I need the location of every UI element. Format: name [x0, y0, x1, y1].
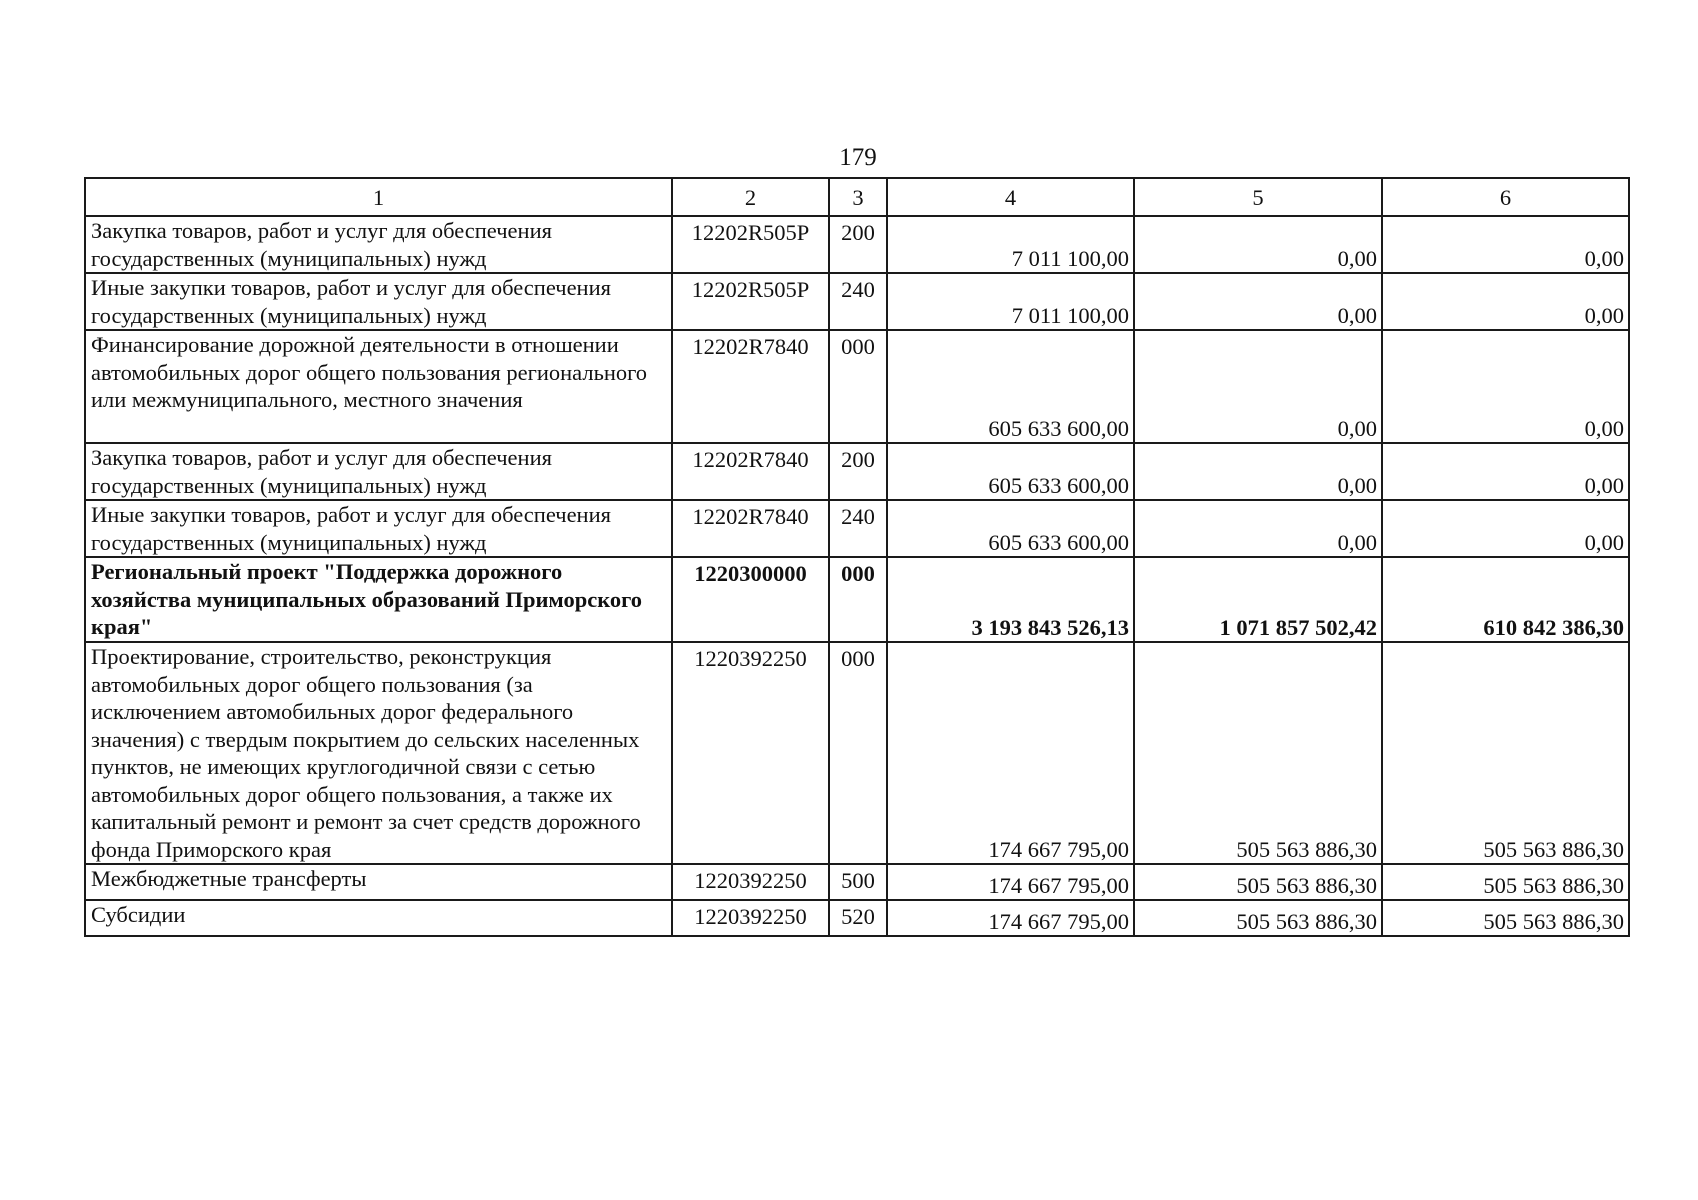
- row-name: Региональный проект "Поддержка дорожного хозяйства муниципальных образований Приморского края": [85, 557, 672, 642]
- table-row: [85, 330, 1629, 443]
- row-sum-year3: 505 563 886,30: [1382, 642, 1629, 864]
- row-expense-type: 000: [829, 557, 887, 642]
- row-expense-type: 000: [829, 642, 887, 864]
- row-sum-year2: 0,00: [1134, 443, 1382, 500]
- row-name: Закупка товаров, работ и услуг для обеспечения государственных (муниципальных) нужд: [85, 216, 672, 273]
- row-expense-type: 520: [829, 900, 887, 936]
- row-sum-year1: 174 667 795,00: [887, 864, 1134, 900]
- row-expense-type: 000: [829, 330, 887, 443]
- table-row: [85, 273, 1629, 330]
- row-sum-year1: 3 193 843 526,13: [887, 557, 1134, 642]
- table-row: [85, 900, 1629, 936]
- table-header-row: [85, 178, 1629, 216]
- row-name: Финансирование дорожной деятельности в отношении автомобильных дорог общего пользования регионального или межмуниципального, местного значения: [85, 330, 672, 443]
- row-sum-year2: 0,00: [1134, 273, 1382, 330]
- row-sum-year3: 0,00: [1382, 330, 1629, 443]
- row-sum-year2: 505 563 886,30: [1134, 864, 1382, 900]
- row-expense-type: 200: [829, 216, 887, 273]
- column-header-1: 1: [85, 178, 672, 216]
- row-sum-year3: 610 842 386,30: [1382, 557, 1629, 642]
- table-row-subtotal: [85, 557, 1629, 642]
- column-header-3: 3: [829, 178, 887, 216]
- row-code: 1220392250: [672, 864, 829, 900]
- row-name: Закупка товаров, работ и услуг для обеспечения государственных (муниципальных) нужд: [85, 443, 672, 500]
- row-expense-type: 200: [829, 443, 887, 500]
- page-number: 179: [839, 144, 877, 171]
- row-code: 1220392250: [672, 642, 829, 864]
- row-sum-year1: 174 667 795,00: [887, 900, 1134, 936]
- row-name: Межбюджетные трансферты: [85, 864, 672, 900]
- row-sum-year2: 505 563 886,30: [1134, 642, 1382, 864]
- table-row: [85, 642, 1629, 864]
- table-row: [85, 864, 1629, 900]
- row-name: Иные закупки товаров, работ и услуг для обеспечения государственных (муниципальных) нужд: [85, 500, 672, 557]
- row-sum-year1: 174 667 795,00: [887, 642, 1134, 864]
- table-row: [85, 500, 1629, 557]
- row-sum-year2: 0,00: [1134, 216, 1382, 273]
- table-row: [85, 216, 1629, 273]
- row-code: 12202R505P: [672, 273, 829, 330]
- row-sum-year3: 505 563 886,30: [1382, 864, 1629, 900]
- row-sum-year3: 0,00: [1382, 273, 1629, 330]
- row-sum-year3: 505 563 886,30: [1382, 900, 1629, 936]
- row-sum-year2: 0,00: [1134, 500, 1382, 557]
- row-code: 12202R7840: [672, 443, 829, 500]
- table-row: [85, 443, 1629, 500]
- row-code: 12202R7840: [672, 330, 829, 443]
- row-code: 1220300000: [672, 557, 829, 642]
- row-sum-year1: 7 011 100,00: [887, 216, 1134, 273]
- row-sum-year2: 1 071 857 502,42: [1134, 557, 1382, 642]
- row-expense-type: 500: [829, 864, 887, 900]
- row-expense-type: 240: [829, 273, 887, 330]
- row-name: Иные закупки товаров, работ и услуг для обеспечения государственных (муниципальных) нужд: [85, 273, 672, 330]
- row-sum-year3: 0,00: [1382, 216, 1629, 273]
- row-sum-year1: 605 633 600,00: [887, 330, 1134, 443]
- column-header-2: 2: [672, 178, 829, 216]
- row-sum-year1: 7 011 100,00: [887, 273, 1134, 330]
- row-sum-year2: 505 563 886,30: [1134, 900, 1382, 936]
- row-name: Проектирование, строительство, реконструкция автомобильных дорог общего пользования (за исключением автомобильных дорог федерального значения) с твердым покрытием до сельских населенных пунктов, не имеющих круглогодичной связи с сетью автомобильных дорог общего пользования, а также их капитальный ремонт и ремонт за счет средств дорожного фонда Приморского края: [85, 642, 672, 864]
- row-sum-year2: 0,00: [1134, 330, 1382, 443]
- column-header-4: 4: [887, 178, 1134, 216]
- budget-table: [84, 177, 1630, 937]
- column-header-6: 6: [1382, 178, 1629, 216]
- row-sum-year3: 0,00: [1382, 500, 1629, 557]
- column-header-5: 5: [1134, 178, 1382, 216]
- row-sum-year3: 0,00: [1382, 443, 1629, 500]
- row-expense-type: 240: [829, 500, 887, 557]
- row-code: 1220392250: [672, 900, 829, 936]
- row-code: 12202R7840: [672, 500, 829, 557]
- row-name: Субсидии: [85, 900, 672, 936]
- row-sum-year1: 605 633 600,00: [887, 500, 1134, 557]
- row-code: 12202R505P: [672, 216, 829, 273]
- row-sum-year1: 605 633 600,00: [887, 443, 1134, 500]
